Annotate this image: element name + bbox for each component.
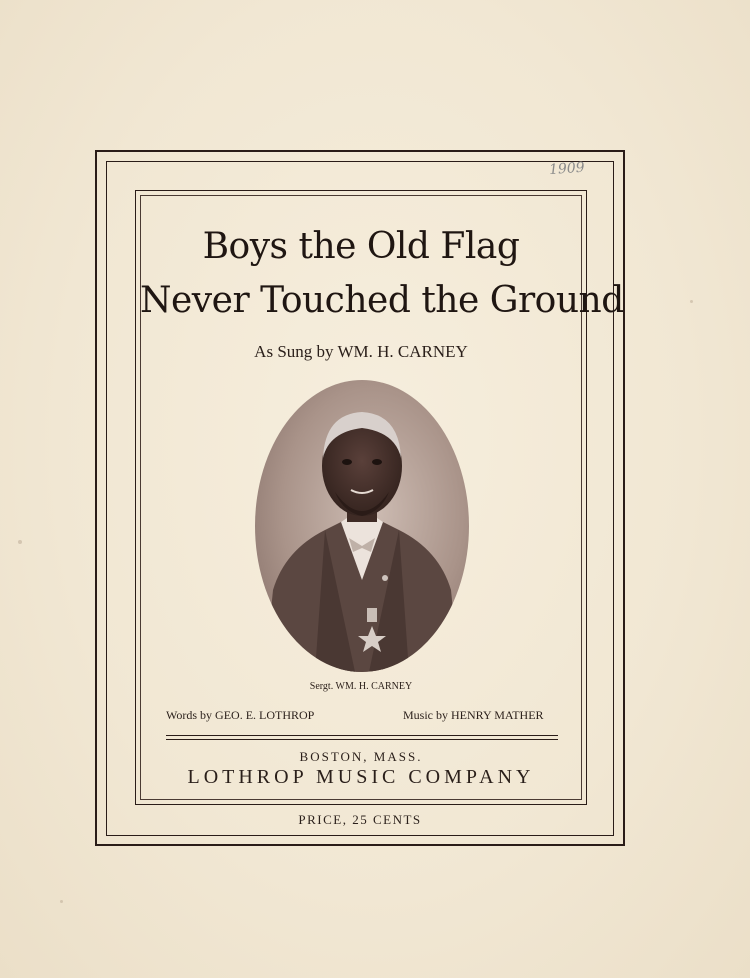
publisher-city: BOSTON, MASS. [299,749,423,764]
handwritten-year: 1909 [548,159,586,179]
music-by-name: HENRY MATHER [451,708,544,722]
sung-by-line [140,342,582,362]
music-by-prefix: Music by [403,708,448,722]
music-credit [403,708,544,723]
words-credit [166,708,314,723]
sung-by-name: WM. H. CARNEY [337,342,468,361]
title-line-2: Never Touched the Ground [140,280,624,321]
divider-rule [166,735,558,736]
publisher-name: LOTHROP MUSIC COMPANY [187,766,535,788]
paper-stain [18,540,22,544]
paper-stain [690,300,693,303]
portrait-photo [255,380,469,672]
divider-rule [166,739,558,740]
paper-stain [60,900,63,903]
price-label: PRICE, 25 CENTS [298,812,422,827]
words-by-prefix: Words by [166,708,213,722]
title-line-1: Boys the Old Flag [202,226,520,267]
portrait-caption: Sergt. WM. H. CARNEY [309,681,413,692]
words-by-name: GEO. E. LOTHROP [215,708,315,722]
portrait-illustration [255,380,469,672]
sung-by-prefix: As Sung by [254,342,334,361]
